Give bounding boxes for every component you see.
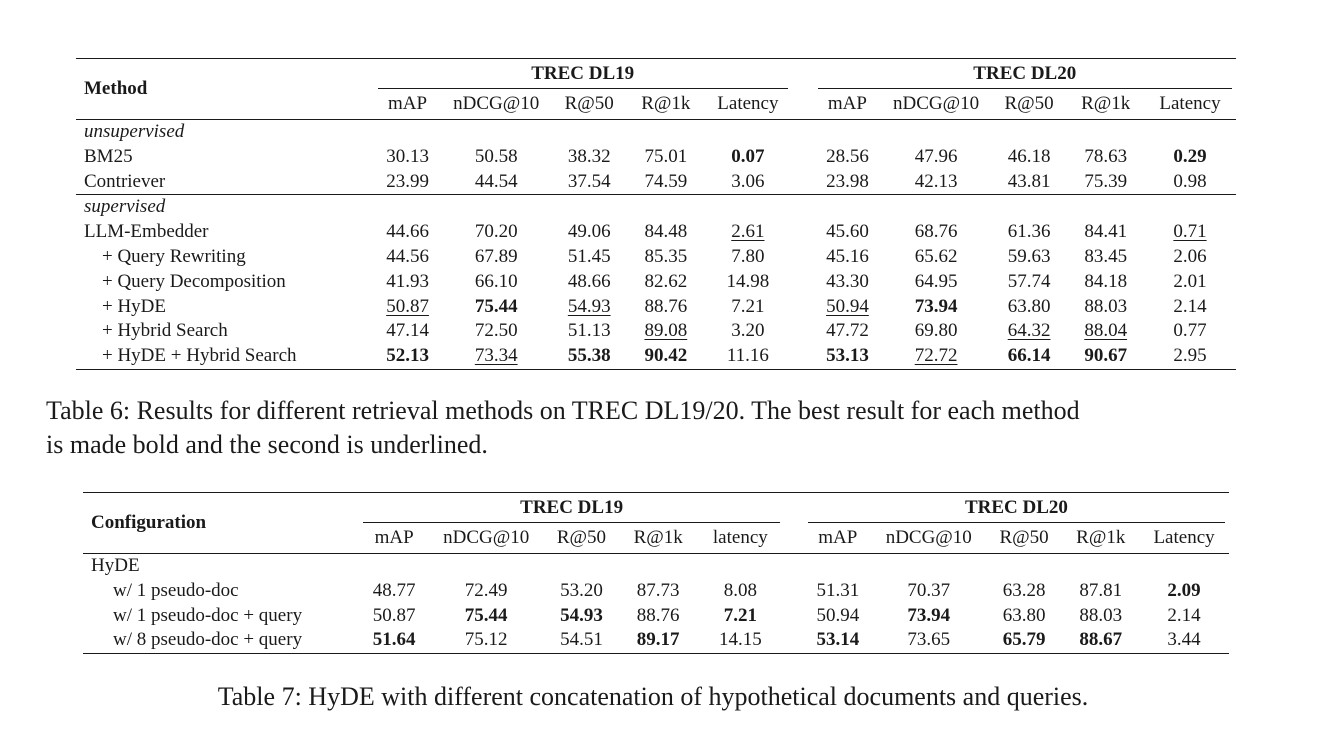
table-cell [991, 270, 1068, 295]
table-row [83, 579, 1229, 604]
column-header: Latency [1153, 527, 1215, 548]
table-cell [620, 604, 697, 629]
cell-value: 51.31 [816, 579, 860, 601]
cell-value: 53.13 [826, 345, 869, 367]
table-cell [551, 295, 628, 320]
table-cell [881, 344, 990, 369]
table-cell [704, 170, 792, 195]
table-7-caption: Table 7: HyDE with different concatenation of hypothetical documents and queries. [217, 682, 1089, 711]
cell-value: 23.99 [386, 170, 429, 192]
cell-value: 64.95 [914, 270, 958, 292]
table-cell [1144, 344, 1236, 369]
column-header: latency [712, 527, 768, 548]
table-cell [1067, 295, 1144, 320]
table-cell [814, 170, 882, 195]
table-row [76, 220, 1236, 245]
cell-value: 0.77 [1173, 320, 1207, 342]
cell-value: 38.32 [567, 145, 611, 167]
column-header: nDCG@10 [443, 527, 530, 548]
table-cell [1062, 604, 1139, 629]
cell-value: 3.06 [731, 170, 765, 192]
cell-value: 50.58 [474, 145, 518, 167]
table-cell [991, 319, 1068, 344]
cell-value: 83.45 [1084, 245, 1128, 267]
cell-value: 52.13 [386, 345, 429, 367]
table-cell [543, 579, 620, 604]
table-cell [881, 170, 990, 195]
cell-value: 11.16 [726, 345, 769, 367]
cell-value: 37.54 [567, 170, 611, 192]
cell-value: 2.01 [1173, 270, 1207, 292]
table-cell [1144, 270, 1236, 295]
row-label: w/ 8 pseudo-doc + query [113, 629, 303, 651]
table-row [76, 145, 1236, 170]
table-cell [620, 628, 697, 653]
table-cell [1067, 245, 1144, 270]
cell-value: 43.30 [826, 270, 869, 292]
table-cell [628, 220, 705, 245]
table-cell [991, 295, 1068, 320]
table-7 [83, 492, 1229, 654]
cell-value: 53.14 [816, 629, 860, 651]
table-cell [1067, 319, 1144, 344]
cell-value: 0.29 [1173, 145, 1207, 167]
table-cell [704, 270, 792, 295]
column-header: nDCG@10 [885, 527, 972, 548]
table-cell [1067, 220, 1144, 245]
table-cell [697, 579, 785, 604]
row-label: Contriever [84, 170, 166, 192]
column-header: R@1k [641, 93, 691, 114]
table-cell [429, 579, 543, 604]
cell-value: 87.73 [636, 579, 680, 601]
cell-value: 7.80 [731, 245, 765, 267]
cell-value: 0.98 [1173, 170, 1207, 192]
table-cell [374, 270, 442, 295]
cell-value: 46.18 [1007, 145, 1051, 167]
cell-value: 54.93 [567, 295, 611, 317]
column-header: R@50 [1004, 93, 1054, 114]
row-label: + HyDE + Hybrid Search [102, 345, 297, 367]
section-row [76, 120, 1236, 145]
table-row [76, 245, 1236, 270]
cell-value: 66.10 [474, 270, 518, 292]
table-cell [551, 270, 628, 295]
cell-value: 84.18 [1084, 270, 1128, 292]
table-cell [628, 245, 705, 270]
cell-value: 75.44 [474, 295, 518, 317]
cell-value: 72.50 [474, 320, 518, 342]
column-header: mAP [388, 93, 428, 114]
table-cell [704, 295, 792, 320]
table-cell [881, 220, 990, 245]
table-cell [991, 170, 1068, 195]
column-header: mAP [374, 527, 414, 548]
cell-value: 68.76 [914, 221, 958, 243]
table-cell [374, 319, 442, 344]
cell-value: 88.03 [1084, 295, 1128, 317]
table-cell [359, 604, 429, 629]
table-cell [628, 319, 705, 344]
table-cell [814, 295, 882, 320]
column-header: R@50 [564, 93, 614, 114]
column-header: nDCG@10 [893, 93, 980, 114]
cell-value: 66.14 [1007, 345, 1051, 367]
cell-value: 44.56 [386, 245, 429, 267]
table-cell [1067, 270, 1144, 295]
cell-value: 49.06 [567, 221, 611, 243]
cell-value: 14.15 [718, 629, 762, 651]
table-cell [429, 628, 543, 653]
cell-value: 70.20 [474, 221, 518, 243]
cell-value: 14.98 [726, 270, 770, 292]
row-label: LLM-Embedder [84, 221, 209, 243]
table-cell [628, 170, 705, 195]
table-cell [1144, 170, 1236, 195]
cell-value: 48.66 [567, 270, 611, 292]
table-cell [1144, 145, 1236, 170]
cell-value: 47.72 [826, 320, 869, 342]
cell-value: 47.96 [914, 145, 958, 167]
cell-value: 2.14 [1173, 295, 1207, 317]
table-cell [991, 145, 1068, 170]
cell-value: 41.93 [386, 270, 429, 292]
table-cell [551, 319, 628, 344]
cell-value: 2.14 [1167, 604, 1201, 626]
cell-value: 2.06 [1173, 245, 1207, 267]
table-cell [697, 628, 785, 653]
table-cell [872, 604, 986, 629]
cell-value: 72.72 [914, 345, 958, 367]
table-row [83, 628, 1229, 653]
configuration-header: Configuration [91, 511, 207, 533]
column-header: nDCG@10 [453, 93, 540, 114]
table-cell [704, 220, 792, 245]
table-cell [804, 628, 872, 653]
table-cell [442, 170, 551, 195]
table-cell [986, 604, 1063, 629]
column-header: Latency [1159, 93, 1221, 114]
table-cell [442, 220, 551, 245]
cell-value: 0.07 [731, 145, 765, 167]
cell-value: 88.76 [636, 604, 680, 626]
table-cell [442, 270, 551, 295]
cell-value: 3.44 [1167, 629, 1201, 651]
table-cell [814, 344, 882, 369]
cell-value: 64.32 [1007, 320, 1051, 342]
column-header: R@50 [556, 527, 607, 548]
table-cell [881, 319, 990, 344]
table-cell [628, 344, 705, 369]
table-cell [442, 344, 551, 369]
cell-value: 3.20 [731, 320, 765, 342]
table-cell [1062, 579, 1139, 604]
section-label: supervised [84, 196, 166, 218]
cell-value: 51.13 [567, 320, 611, 342]
table-cell [359, 579, 429, 604]
table-cell [551, 344, 628, 369]
cell-value: 75.44 [464, 604, 508, 626]
table-cell [814, 270, 882, 295]
table-6-caption [46, 394, 1316, 462]
cell-value: 74.59 [644, 170, 688, 192]
group-header-dl20: TREC DL20 [808, 493, 1225, 523]
column-header: R@1k [1081, 93, 1131, 114]
table-cell [986, 579, 1063, 604]
table-row [76, 319, 1236, 344]
cell-value: 73.34 [474, 345, 518, 367]
section-row [76, 195, 1236, 220]
table-cell [374, 295, 442, 320]
table-cell [697, 604, 785, 629]
table-cell [374, 245, 442, 270]
cell-value: 7.21 [731, 295, 765, 317]
table-cell [704, 145, 792, 170]
table-cell [1067, 145, 1144, 170]
row-label: + HyDE [102, 295, 167, 317]
table-cell [1062, 628, 1139, 653]
table-6 [76, 58, 1236, 370]
table-cell [814, 245, 882, 270]
cell-value: 88.67 [1079, 629, 1123, 651]
cell-value: 51.64 [372, 629, 416, 651]
cell-value: 63.80 [1002, 604, 1046, 626]
cell-value: 69.80 [914, 320, 958, 342]
table-cell [374, 145, 442, 170]
cell-value: 85.35 [644, 245, 688, 267]
cell-value: 65.79 [1002, 629, 1046, 651]
table-cell [814, 319, 882, 344]
cell-value: 75.12 [464, 629, 508, 651]
cell-value: 90.67 [1084, 345, 1128, 367]
cell-value: 89.17 [636, 629, 680, 651]
table-cell [442, 319, 551, 344]
table-cell [1067, 170, 1144, 195]
cell-value: 2.95 [1173, 345, 1207, 367]
table-cell [1139, 579, 1229, 604]
table-row [76, 295, 1236, 320]
table-cell [442, 145, 551, 170]
cell-value: 50.87 [372, 604, 416, 626]
cell-value: 67.89 [474, 245, 518, 267]
table-cell [374, 344, 442, 369]
section-label: HyDE [91, 555, 140, 576]
table-cell [429, 604, 543, 629]
table-cell [814, 220, 882, 245]
column-header: R@50 [999, 527, 1049, 548]
cell-value: 50.94 [816, 604, 860, 626]
section-label: unsupervised [84, 121, 185, 142]
cell-value: 88.04 [1084, 320, 1128, 342]
column-header: mAP [827, 93, 867, 114]
table-cell [551, 245, 628, 270]
cell-value: 30.13 [386, 145, 429, 167]
table-cell [1067, 344, 1144, 369]
table-cell [1144, 220, 1236, 245]
cell-value: 70.37 [907, 579, 951, 601]
table-6-caption-line-1: Table 6: Results for different retrieval methods on TREC DL19/20. The best result for each method [46, 396, 1080, 425]
cell-value: 7.21 [723, 604, 757, 626]
table-row [83, 604, 1229, 629]
row-label: BM25 [84, 145, 133, 167]
table-cell [628, 145, 705, 170]
cell-value: 53.20 [560, 579, 603, 601]
cell-value: 51.45 [567, 245, 611, 267]
group-header-dl19: TREC DL19 [378, 59, 788, 89]
table-cell [551, 170, 628, 195]
cell-value: 54.93 [560, 604, 603, 626]
column-header: mAP [818, 527, 858, 548]
cell-value: 87.81 [1079, 579, 1123, 601]
cell-value: 72.49 [464, 579, 508, 601]
column-header: R@1k [633, 527, 683, 548]
table-cell [804, 604, 872, 629]
row-label: w/ 1 pseudo-doc [113, 579, 239, 601]
cell-value: 47.14 [386, 320, 429, 342]
table-cell [814, 145, 882, 170]
cell-value: 82.62 [644, 270, 688, 292]
group-header-dl19: TREC DL19 [363, 493, 780, 523]
cell-value: 55.38 [567, 345, 611, 367]
table-cell [881, 270, 990, 295]
table-cell [551, 220, 628, 245]
cell-value: 8.08 [723, 579, 757, 601]
cell-value: 90.42 [644, 345, 688, 367]
table-cell [1139, 628, 1229, 653]
cell-value: 57.74 [1007, 270, 1051, 292]
table-row [76, 270, 1236, 295]
table-cell [1144, 295, 1236, 320]
method-header: Method [84, 77, 148, 99]
table-cell [991, 245, 1068, 270]
cell-value: 84.48 [644, 221, 688, 243]
table-cell [991, 220, 1068, 245]
cell-value: 48.77 [372, 579, 416, 601]
row-label: + Query Decomposition [102, 270, 286, 292]
cell-value: 89.08 [644, 320, 688, 342]
table-6-caption-line-2: is made bold and the second is underlined. [46, 430, 488, 459]
table-cell [881, 145, 990, 170]
cell-value: 63.28 [1002, 579, 1046, 601]
table-cell [551, 145, 628, 170]
cell-value: 44.66 [386, 221, 429, 243]
cell-value: 63.80 [1007, 295, 1051, 317]
table-cell [374, 170, 442, 195]
cell-value: 42.13 [914, 170, 958, 192]
table-cell [991, 344, 1068, 369]
cell-value: 50.94 [826, 295, 869, 317]
cell-value: 0.71 [1173, 221, 1207, 243]
row-label: w/ 1 pseudo-doc + query [113, 604, 303, 626]
cell-value: 88.03 [1079, 604, 1123, 626]
cell-value: 78.63 [1084, 145, 1128, 167]
cell-value: 50.87 [386, 295, 429, 317]
table-cell [543, 628, 620, 653]
table-cell [986, 628, 1063, 653]
cell-value: 61.36 [1007, 221, 1051, 243]
cell-value: 54.51 [560, 629, 603, 651]
cell-value: 73.94 [907, 604, 951, 626]
section-row [83, 554, 1229, 579]
cell-value: 23.98 [826, 170, 869, 192]
row-label: + Hybrid Search [102, 320, 228, 342]
cell-value: 2.09 [1167, 579, 1201, 601]
table-cell [804, 579, 872, 604]
cell-value: 75.39 [1084, 170, 1128, 192]
table-cell [442, 245, 551, 270]
table-cell [628, 295, 705, 320]
table-cell [1144, 319, 1236, 344]
cell-value: 88.76 [644, 295, 688, 317]
table-cell [543, 604, 620, 629]
cell-value: 2.61 [731, 221, 765, 243]
cell-value: 28.56 [826, 145, 869, 167]
column-header: R@1k [1076, 527, 1126, 548]
table-cell [628, 270, 705, 295]
table-cell [872, 579, 986, 604]
group-header-dl20: TREC DL20 [818, 59, 1232, 89]
table-cell [442, 295, 551, 320]
table-cell [359, 628, 429, 653]
column-header: Latency [717, 93, 779, 114]
table-cell [704, 344, 792, 369]
table-cell [620, 579, 697, 604]
table-cell [881, 245, 990, 270]
cell-value: 43.81 [1007, 170, 1051, 192]
table-cell [872, 628, 986, 653]
table-row [76, 344, 1236, 369]
table-cell [704, 319, 792, 344]
cell-value: 75.01 [644, 145, 688, 167]
table-cell [704, 245, 792, 270]
row-label: + Query Rewriting [102, 245, 246, 267]
cell-value: 73.65 [907, 629, 951, 651]
cell-value: 84.41 [1084, 221, 1128, 243]
table-cell [1144, 245, 1236, 270]
cell-value: 59.63 [1007, 245, 1051, 267]
table-cell [881, 295, 990, 320]
table-cell [374, 220, 442, 245]
cell-value: 44.54 [474, 170, 518, 192]
cell-value: 65.62 [914, 245, 958, 267]
cell-value: 73.94 [914, 295, 958, 317]
table-cell [1139, 604, 1229, 629]
cell-value: 45.60 [826, 221, 869, 243]
cell-value: 45.16 [826, 245, 869, 267]
table-row [76, 170, 1236, 195]
